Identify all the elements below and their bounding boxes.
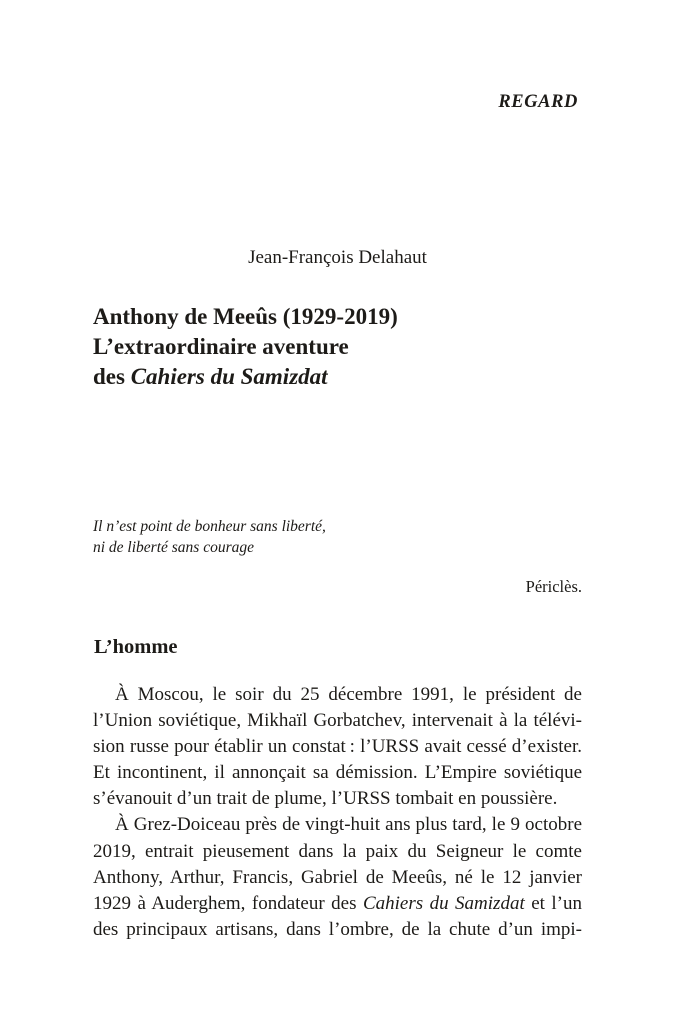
italic-text-segment: Cahiers du Samizdat (362, 892, 525, 914)
body-line (93, 734, 582, 760)
text-segment: ni de liberté sans courage (93, 538, 255, 556)
section-heading: L’homme (94, 636, 178, 658)
text-segment: À Grez-Doiceau près de vingt-huit ans plus tard, le 9 octobre (115, 814, 582, 836)
text-segment: l’Union soviétique, Mikhaïl Gorbatchev, intervenait à la télévi- (93, 710, 582, 732)
text-segment: s’évanouit d’un trait de plume, l’URSS tombait en poussière. (93, 788, 558, 810)
text-segment: L’extraordinaire aventure (93, 334, 349, 359)
body-line (93, 865, 582, 891)
italic-text-segment: Cahiers du Samizdat (130, 364, 328, 389)
epigraph-attribution: Périclès. (525, 577, 582, 596)
paragraph (93, 812, 582, 942)
body-line (93, 708, 582, 734)
text-segment: À Moscou, le soir du 25 décembre 1991, le président de (115, 684, 582, 705)
article-title (93, 302, 582, 392)
text-segment: sion russe pour établir un constat : l’URSS avait cessé d’exister. (93, 736, 582, 758)
text-segment: et l’un (524, 892, 582, 914)
article-title-line (93, 302, 582, 332)
body-line (93, 760, 582, 786)
text-segment: Il n’est point de bonheur sans liberté, (93, 518, 326, 535)
epigraph (93, 517, 582, 558)
text-segment: des (93, 364, 131, 389)
body-line (93, 682, 582, 708)
epigraph-line (93, 538, 582, 559)
text-segment: des principaux artisans, dans l’ombre, de la chute d’un impi- (93, 918, 582, 940)
text-segment: Anthony de Meeûs (1929-2019) (93, 304, 398, 329)
article-title-line (93, 362, 582, 392)
body-line (93, 812, 582, 838)
body-line (93, 891, 582, 917)
running-head: REGARD (498, 92, 578, 112)
epigraph-line (93, 517, 582, 538)
body-line (93, 839, 582, 865)
text-segment: Et incontinent, il annonçait sa démission. L’Empire soviétique (93, 762, 582, 784)
text-segment: 1929 à Auderghem, fondateur des (93, 892, 363, 914)
article-title-line (93, 332, 582, 362)
paragraph (93, 682, 582, 812)
author-byline: Jean-François Delahaut (248, 247, 427, 268)
body-text (93, 682, 582, 943)
text-segment: 2019, entrait pieusement dans la paix du Seigneur le comte (93, 840, 582, 862)
body-line (93, 786, 582, 812)
body-line (93, 917, 582, 943)
text-segment: Anthony, Arthur, Francis, Gabriel de Meeûs, né le 12 janvier (93, 866, 582, 888)
